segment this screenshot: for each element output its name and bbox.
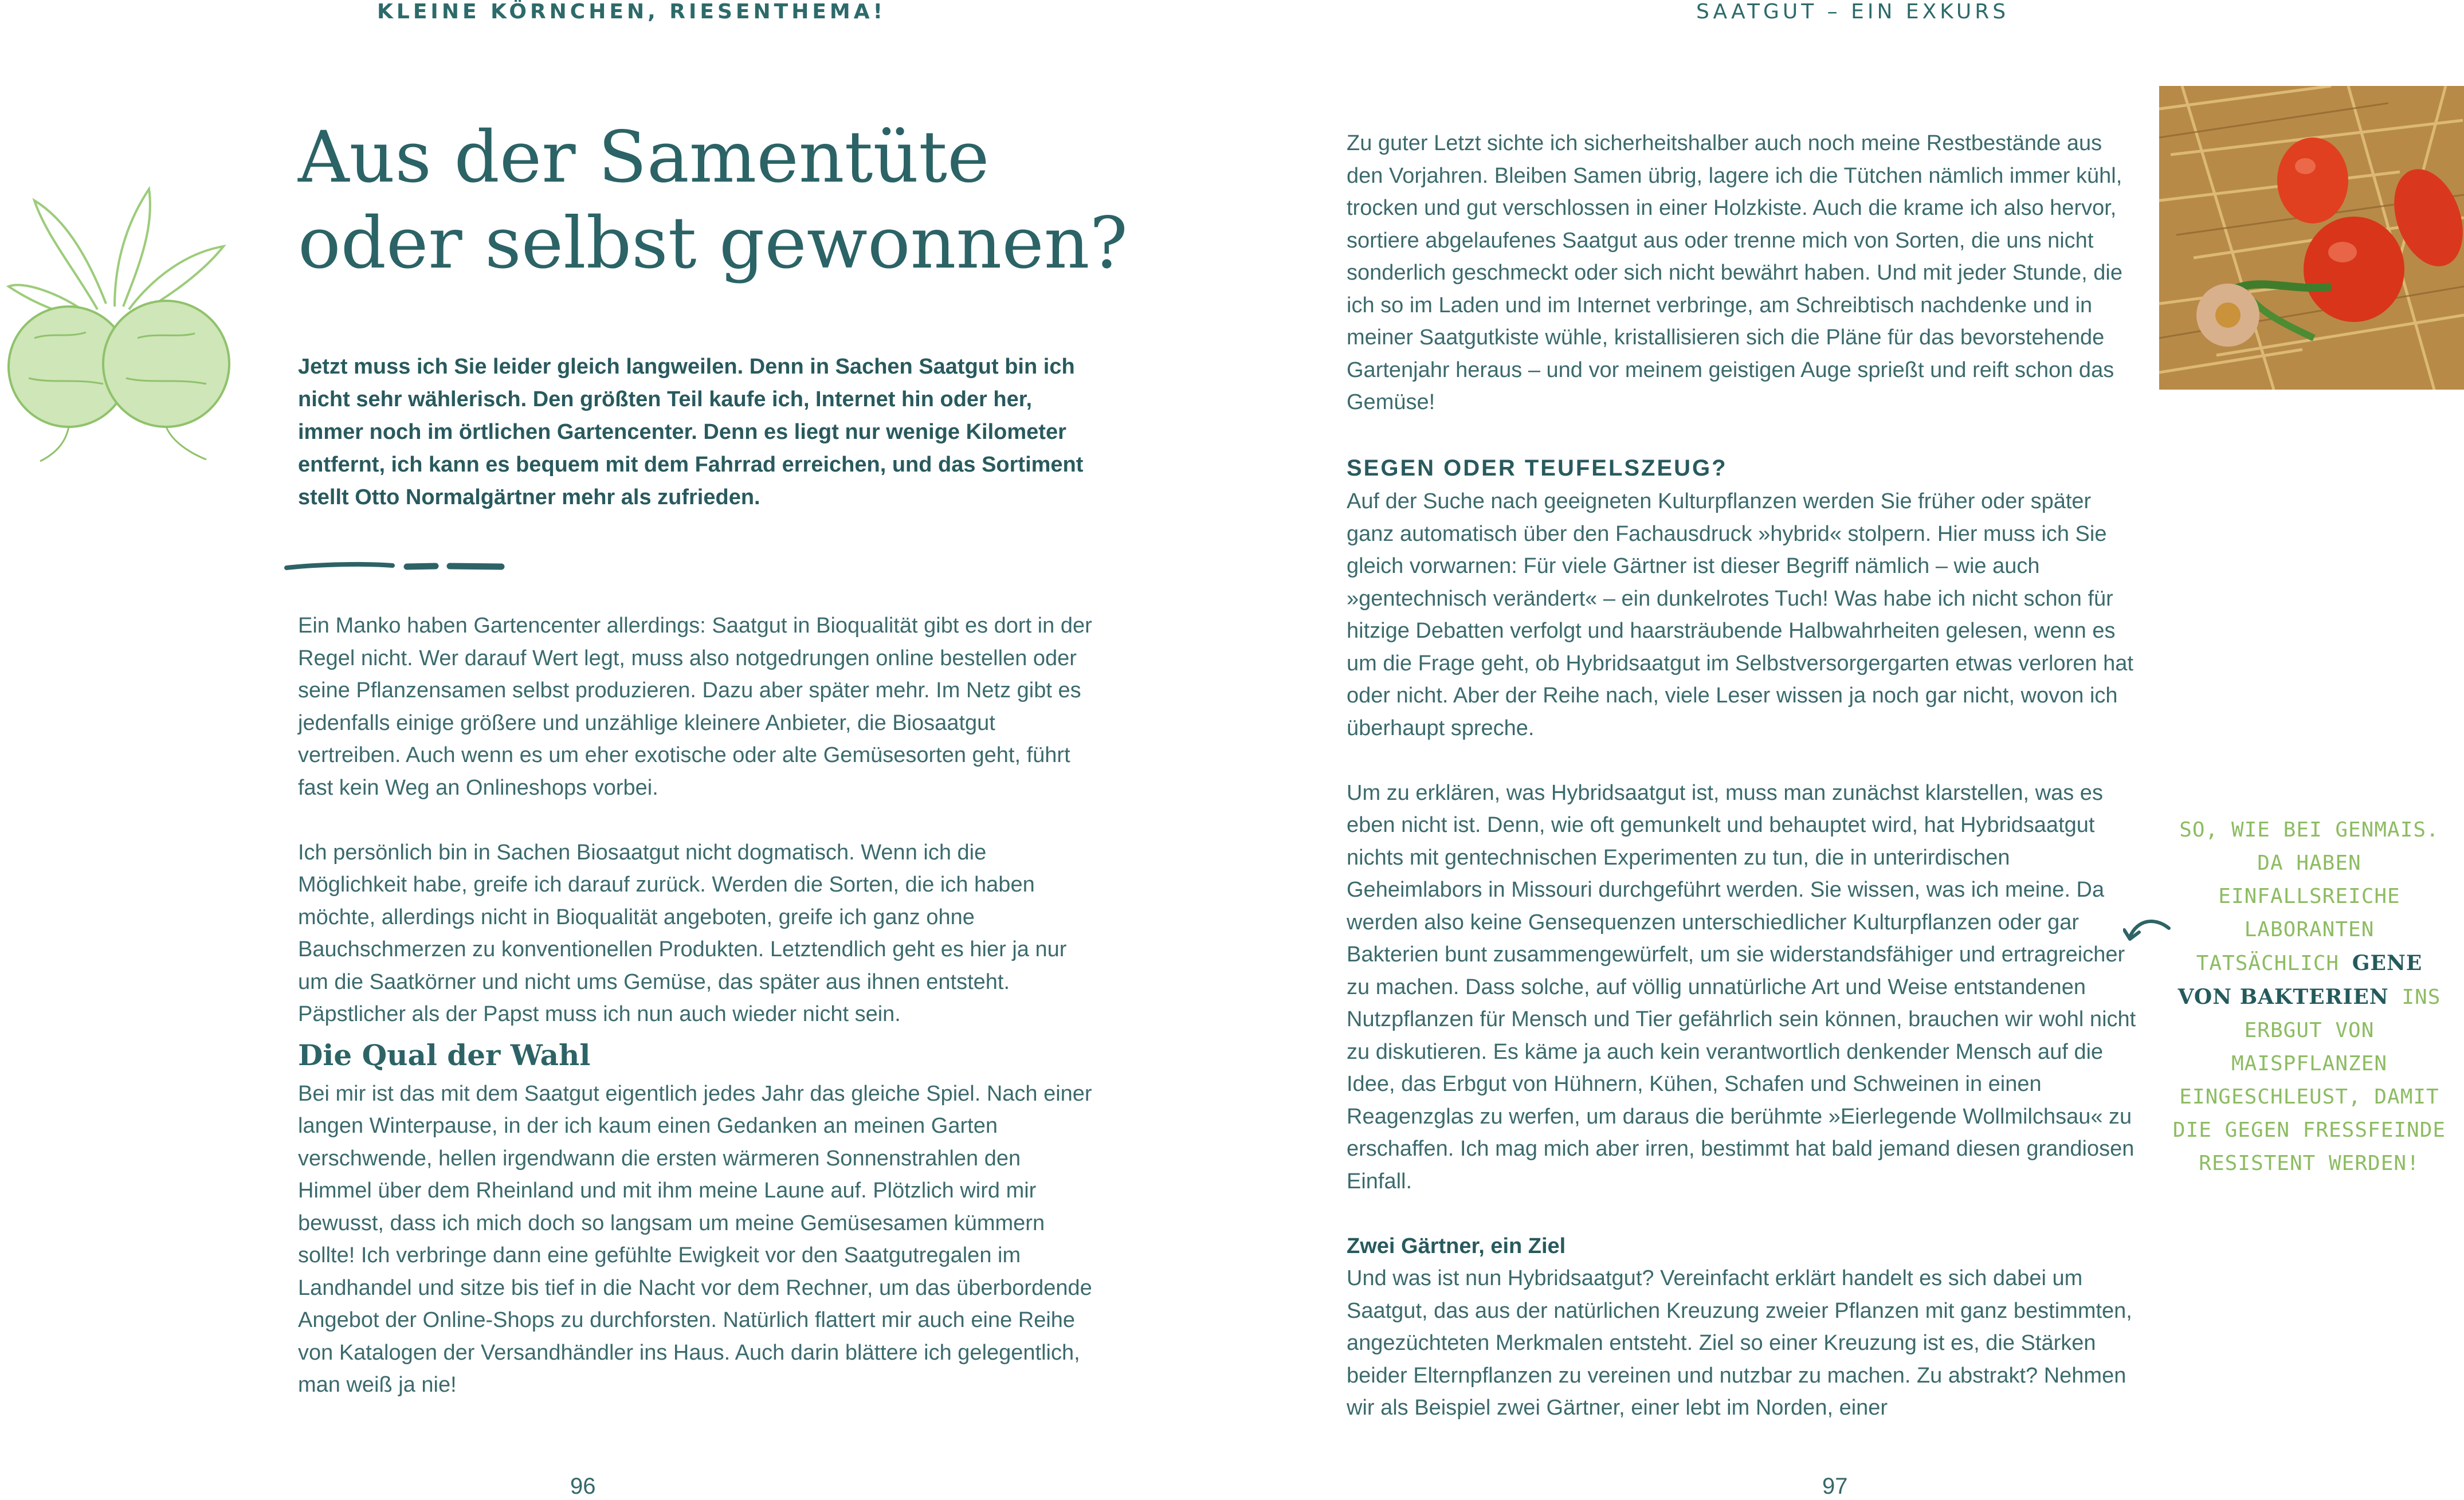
page-title	[298, 115, 1158, 286]
body-paragraph: Um zu erklären, was Hybridsaatgut ist, muss man zunächst klarstellen, was es eben nicht ist. Denn, wie oft gemunkelt und behauptet wird, hat Hybridsaatgut nichts mit gentechnischen Experimenten zu tun, die in unterirdischen Geheimlabors in Missouri durchgeführt werden. Sie wissen, was ich meine. Da werden also keine Gensequenzen unterschiedlicher Kulturpflanzen oder gar Bakterien bunt zusammengewürfelt, um sie widerstandsfähiger und ertragreicher zu machen. Dass solche, auf völlig unnatürliche Art und Weise entstandenen Nutzpflanzen für Mensch und Tier gefährlich sein können, brauchen wir wohl nicht zu diskutieren. Es käme ja auch kein verantwortlich denkender Mensch auf die Idee, das Erbgut von Hühnern, Kühen, Schafen und Schweinen in einen Reagenzglas zu werfen, um daraus die berühmte »Eierlegende Wollmilchsau« zu erschaffen. Ich mag mich aber irren, bestimmt hat bald jemand diesen grandiosen Einfall.	[1347, 780, 2136, 1193]
margin-note-text: INS ERBGUT VON MAISPFLANZEN EINGESCHLEUST, DAMIT DIE GEGEN FRESSFEINDE RESISTENT WERDEN!	[2172, 985, 2446, 1175]
radish-illustration	[0, 166, 246, 464]
body-paragraph: Ein Manko haben Gartencenter allerdings: Saatgut in Bioqualität gibt es dort in der Regel nicht. Wer darauf Wert legt, muss also notgedrungen online bestellen oder seine Pflanzensamen selbst produzieren. Dazu aber später mehr. Im Netz gibt es jedenfalls einige größere und unzählige kleinere Anbieter, die Biosaatgut vertreiben. Auch wenn es um eher exotische oder alte Gemüsesorten geht, führt fast kein Weg an Onlineshops vorbei.	[298, 614, 1092, 800]
left-column	[298, 610, 1094, 1401]
section-heading: SEGEN ODER TEUFELSZEUG?	[1347, 456, 1728, 481]
brush-divider	[284, 560, 507, 574]
page-number-left: 96	[570, 1474, 596, 1499]
tomato-photo	[2159, 86, 2464, 390]
body-paragraph: Auf der Suche nach geeigneten Kulturpflanzen werden Sie früher oder später ganz automatisch über den Fachausdruck »hybrid« stolpern. Hier muss ich Sie gleich vorwarnen: Für viele Gärtner ist dieser Begriff nämlich – wie auch »gentechnisch verändert« – ein dunkelrotes Tuch! Was habe ich nicht schon für hitzige Debatten verfolgt und haarsträubende Halbwahrheiten gelesen, wenn es um die Frage geht, ob Hybridsaatgut im Selbstversorgergarten etwas verloren hat oder nicht. Aber der Reihe nach, viele Leser wissen ja noch gar nicht, wovon ich überhaupt spreche.	[1347, 489, 2133, 740]
body-paragraph: Ich persönlich bin in Sachen Biosaatgut nicht dogmatisch. Wenn ich die Möglichkeit habe, greife ich darauf zurück. Werden die Sorten, die ich haben möchte, allerdings nicht in Bioqualität angeboten, greife ich ganz ohne Bauchschmerzen zu konventionellen Produkten. Letztendlich geht es hier ja nur um die Saatkörner und nicht ums Gemüse, das später aus ihnen entsteht. Päpstlicher als der Papst muss ich nun auch wieder nicht sein.	[298, 840, 1067, 1026]
running-head-right: SAATGUT – EIN EXKURS	[1696, 0, 2010, 23]
margin-note-highlight: GENE VON BAKTERIEN	[2177, 951, 2423, 1009]
body-paragraph: Zu guter Letzt sichte ich sicherheitshalber auch noch meine Restbestände aus den Vorjahren. Bleiben Samen übrig, lagere ich die Tütchen nämlich immer kühl, trocken und gut verschlossen in einer Holzkiste. Auch die krame ich also hervor, sortiere abgelaufenes Saatgut aus oder trenne mich von Sorten, die uns nicht sonderlich geschmeckt oder sich nicht bewährt haben. Und mit jeder Stunde, die ich so im Laden und im Internet verbringe, am Schreibtisch nachdenke und in meiner Saatgutkiste wühle, kristallisieren sich die Pläne für das bevorstehende Gartenjahr heraus – und vor meinem geistigen Auge sprießt und reift schon das Gemüse!	[1347, 131, 2122, 414]
body-paragraph: Und was ist nun Hybridsaatgut? Vereinfacht erklärt handelt es sich dabei um Saatgut, das aus der natürlichen Kreuzung zweier Pflanzen mit ganz bestimmten, angezüchteten Merkmalen entsteht. Ziel so einer Kreuzung ist es, die Stärken beider Elternpflanzen zu vereinen und nutzbar zu machen. Zu abstrakt? Nehmen wir als Beispiel zwei Gärtner, einer lebt im Norden, einer	[1347, 1266, 2132, 1420]
running-head-left: KLEINE KÖRNCHEN, RIESENTHEMA!	[377, 0, 886, 23]
body-paragraph: Bei mir ist das mit dem Saatgut eigentlich jedes Jahr das gleiche Spiel. Nach einer langen Winterpause, in der ich kaum einen Gedanken an meinen Garten verschwende, hellen irgendwann die ersten wärmeren Sonnenstrahlen den Himmel über dem Rheinland und mit ihm meine Laune auf. Plötzlich wird mir bewusst, dass ich mich doch so langsam um meine Gemüsesamen kümmern sollte! Ich verbringe dann eine gefühlte Ewigkeit vor den Saatgutregalen im Landhandel und sitze bis tief in die Nacht vor dem Rechner, um das überbordende Angebot der Online-Shops zu durchforsten. Natürlich flattert mir auch eine Reihe von Katalogen der Versandhändler ins Haus. Auch darin blättere ich gelegentlich, man weiß ja nie!	[298, 1081, 1092, 1397]
right-column	[1347, 127, 2137, 1424]
subsection-heading: Zwei Gärtner, ein Ziel	[1347, 1234, 1566, 1258]
margin-note	[2172, 814, 2447, 1180]
section-heading: Die Qual der Wahl	[298, 1038, 591, 1072]
curved-arrow-icon	[2123, 914, 2175, 954]
page-number-right: 97	[1822, 1474, 1848, 1499]
lead-paragraph: Jetzt muss ich Sie leider gleich langweilen. Denn in Sachen Saatgut bin ich nicht sehr wählerisch. Den größten Teil kaufe ich, Internet hin oder her, immer noch im örtlichen Gartencenter. Denn es liegt nur wenige Kilometer entfernt, ich kann es bequem mit dem Fahrrad erreichen, und das Sortiment stellt Otto Normalgärtner mehr als zufrieden.	[298, 355, 1084, 509]
title-line-1: Aus der Samentüte	[298, 116, 990, 199]
title-line-2: oder selbst gewonnen?	[298, 202, 1128, 285]
margin-note-text: SO, WIE BEI GENMAIS. DA HABEN EINFALLSREICHE LABORANTEN TATSÄCHLICH	[2179, 818, 2439, 975]
